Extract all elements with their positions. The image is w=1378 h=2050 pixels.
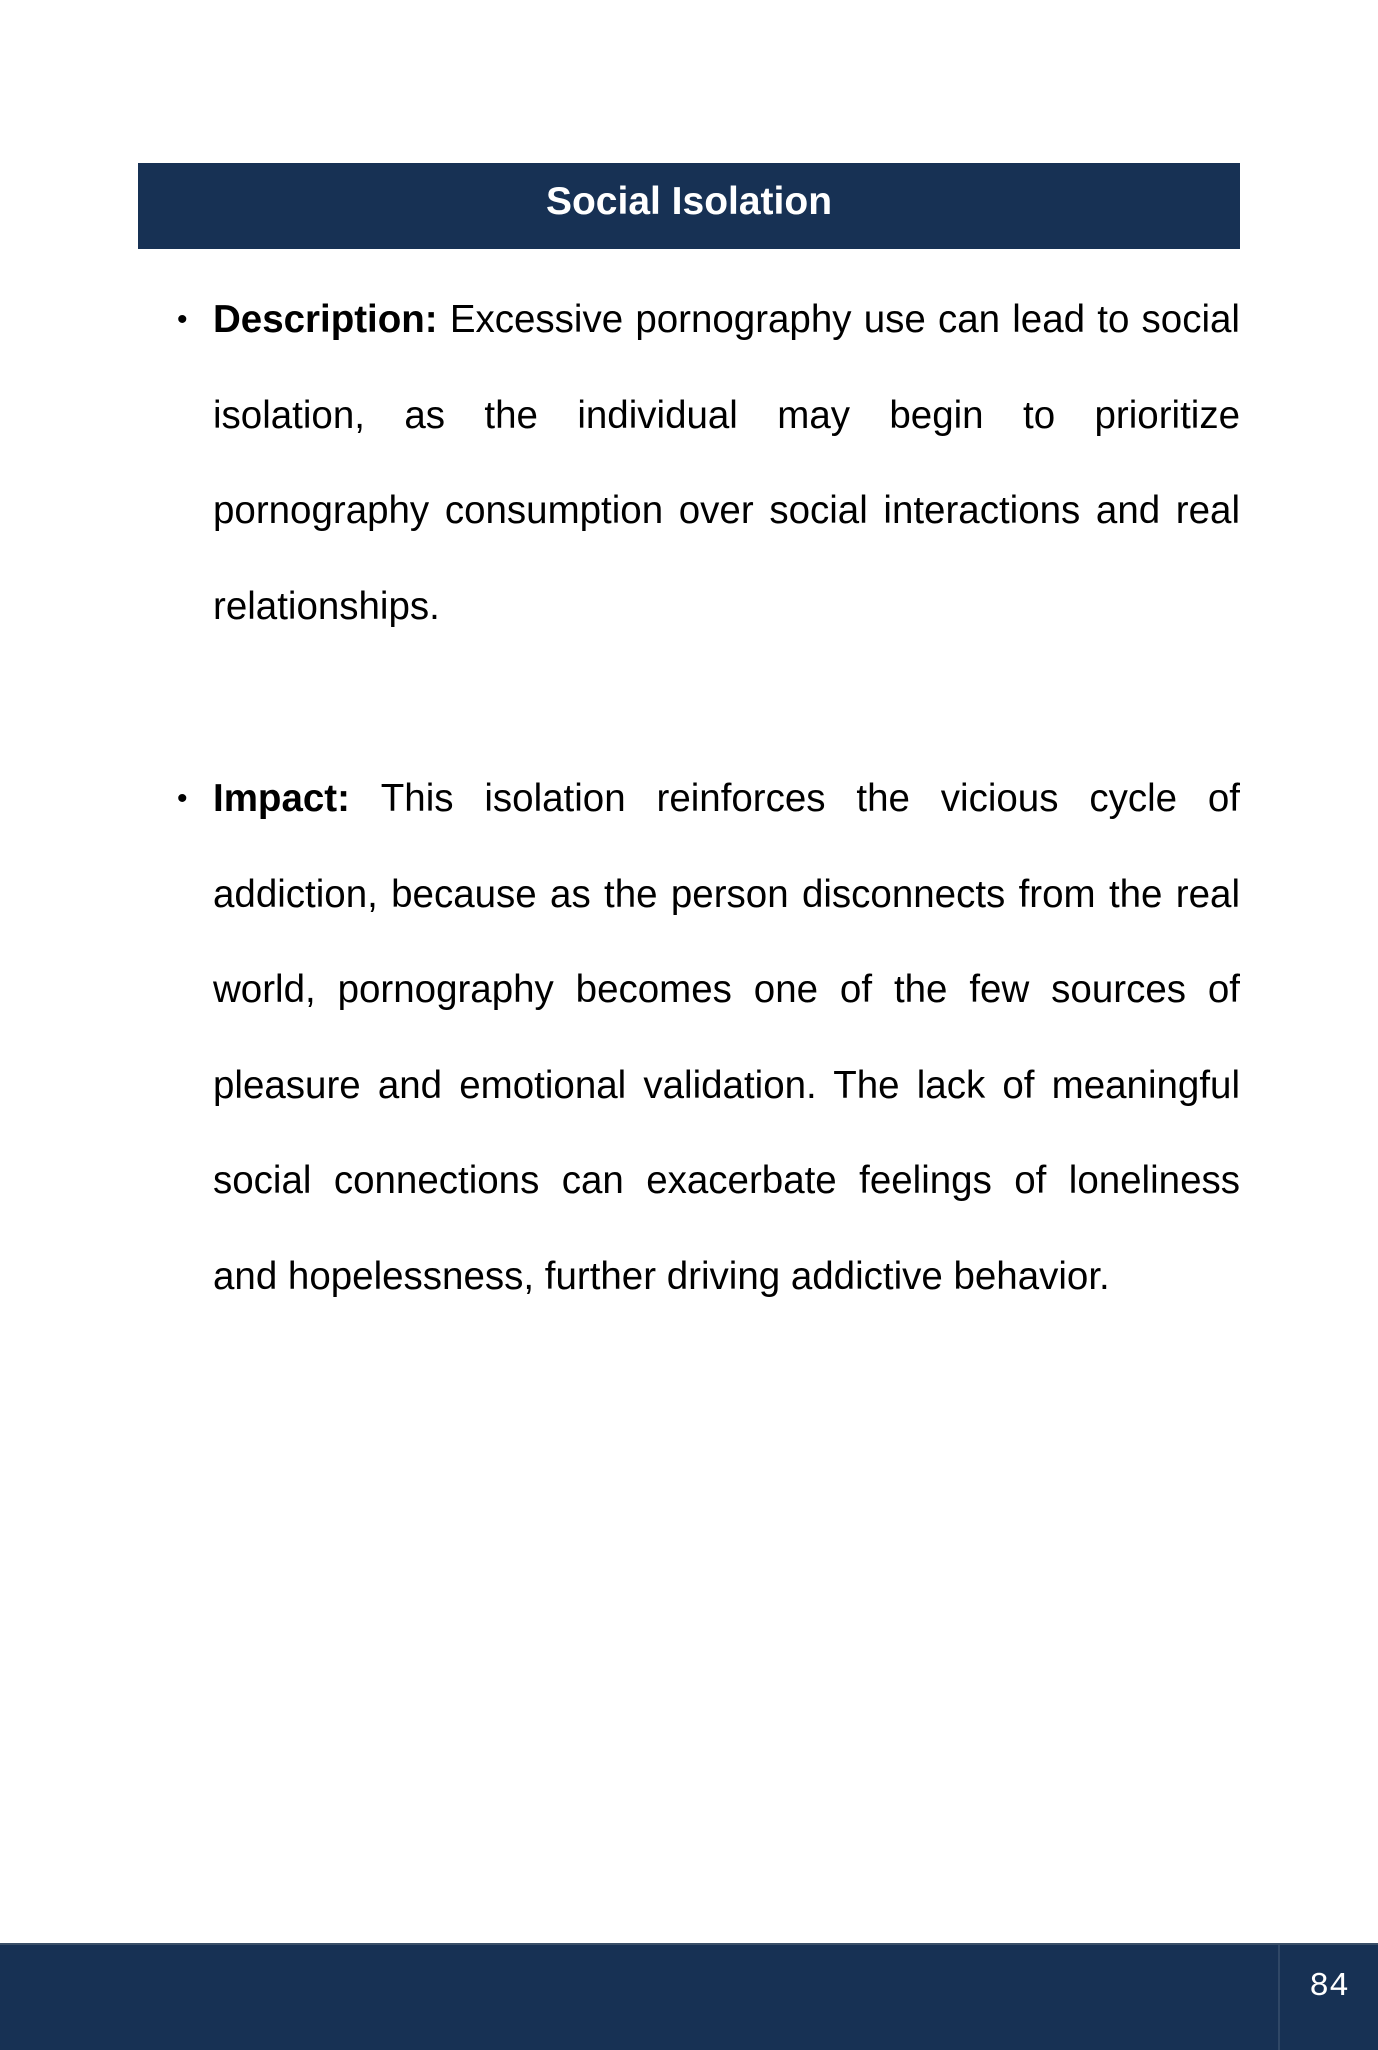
page-number: 84 [1309, 1968, 1349, 2005]
bullet-icon: • [177, 303, 188, 336]
section-title: Social Isolation [545, 180, 833, 223]
item-text: Excessive pornography use can lead to social isolation, as the individual may begin to prioritize pornography consumption over social interactions and real relationships. [213, 298, 1240, 628]
page-footer [0, 1943, 1378, 2050]
item-text: This isolation reinforces the vicious cycle of addiction, because as the person disconnects from the real world, pornography becomes one of the few sources of pleasure and emotional validation. The lack of meaningful social connections can exacerbate feelings of loneliness and hopelessness, further driving addictive behavior. [213, 777, 1241, 1298]
list-item-impact [177, 751, 1241, 1324]
item-label: Impact: [213, 777, 381, 820]
list-item-description [177, 272, 1240, 654]
item-label: Description: [213, 298, 450, 341]
section-header [138, 163, 1240, 249]
bullet-icon: • [177, 782, 188, 815]
